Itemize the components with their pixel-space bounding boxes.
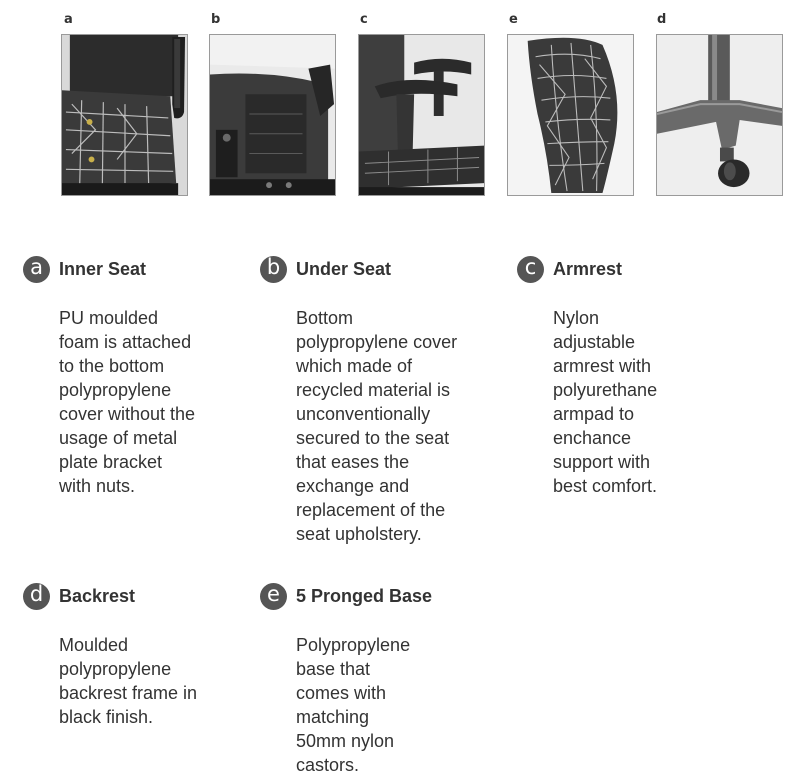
feature-header	[23, 254, 253, 284]
description-line: support with	[553, 452, 651, 472]
description-line: castors.	[296, 755, 360, 775]
description-line: enchance	[553, 428, 632, 448]
description-line: matching	[296, 707, 370, 727]
feature-badge-c: c	[517, 256, 544, 283]
description-line: armrest with	[553, 356, 652, 376]
description-line: cover without the	[59, 404, 196, 424]
description-line: polypropylene	[59, 659, 172, 679]
description-line: polypropylene cover	[296, 332, 458, 352]
feature-description	[296, 633, 490, 777]
five-pronged-base-photo	[656, 34, 783, 196]
description-line: secured to the seat	[296, 428, 450, 448]
description-line: PU moulded	[59, 308, 159, 328]
description-line: Polypropylene	[296, 635, 411, 655]
feature-armrest	[517, 254, 747, 498]
description-line: 50mm nylon	[296, 731, 395, 751]
description-line: armpad to	[553, 404, 635, 424]
description-line: Bottom	[296, 308, 354, 328]
feature-title: Under Seat	[296, 258, 392, 279]
feature-header	[260, 254, 490, 284]
description-line: base that	[296, 659, 371, 679]
description-line: unconventionally	[296, 404, 431, 424]
thumb-label-a: a	[64, 12, 73, 27]
feature-under-seat	[260, 254, 490, 546]
armrest-photo	[358, 34, 485, 196]
description-line: that eases the	[296, 452, 410, 472]
description-line: black finish.	[59, 707, 154, 727]
description-line: exchange and	[296, 476, 410, 496]
feature-title: Inner Seat	[59, 258, 147, 279]
feature-badge-d: d	[23, 583, 50, 610]
description-line: comes with	[296, 683, 387, 703]
feature-badge-e: e	[260, 583, 287, 610]
description-line: usage of metal	[59, 428, 178, 448]
description-line: polypropylene	[59, 380, 172, 400]
thumb-label-c: c	[360, 12, 368, 27]
feature-badge-b: b	[260, 256, 287, 283]
thumb-label-b: b	[211, 12, 221, 27]
description-line: polyurethane	[553, 380, 658, 400]
feature-inner-seat	[23, 254, 253, 498]
feature-description	[59, 633, 253, 729]
feature-description	[553, 306, 747, 498]
feature-header	[260, 581, 490, 611]
feature-badge-a: a	[23, 256, 50, 283]
description-line: backrest frame in	[59, 683, 198, 703]
feature-title: Armrest	[553, 258, 623, 279]
description-line: with nuts.	[59, 476, 136, 496]
description-line: foam is attached	[59, 332, 192, 352]
backrest-photo	[507, 34, 634, 196]
under-seat-photo	[209, 34, 336, 196]
feature-header	[517, 254, 747, 284]
description-line: which made of	[296, 356, 413, 376]
description-line: best comfort.	[553, 476, 658, 496]
feature-title: 5 Pronged Base	[296, 585, 433, 606]
feature-five-pronged-base	[260, 581, 490, 777]
description-line: replacement of the	[296, 500, 446, 520]
description-line: to the bottom	[59, 356, 165, 376]
thumb-label-e: e	[509, 12, 518, 27]
thumb-label-d: d	[657, 12, 667, 27]
description-line: Nylon	[553, 308, 600, 328]
feature-backrest	[23, 581, 253, 729]
description-line: adjustable	[553, 332, 636, 352]
feature-title: Backrest	[59, 585, 136, 606]
feature-description	[59, 306, 253, 498]
description-line: seat upholstery.	[296, 524, 422, 544]
description-line: recycled material is	[296, 380, 451, 400]
description-line: plate bracket	[59, 452, 163, 472]
feature-header	[23, 581, 253, 611]
inner-seat-photo	[61, 34, 188, 196]
feature-description	[296, 306, 490, 546]
description-line: Moulded	[59, 635, 129, 655]
